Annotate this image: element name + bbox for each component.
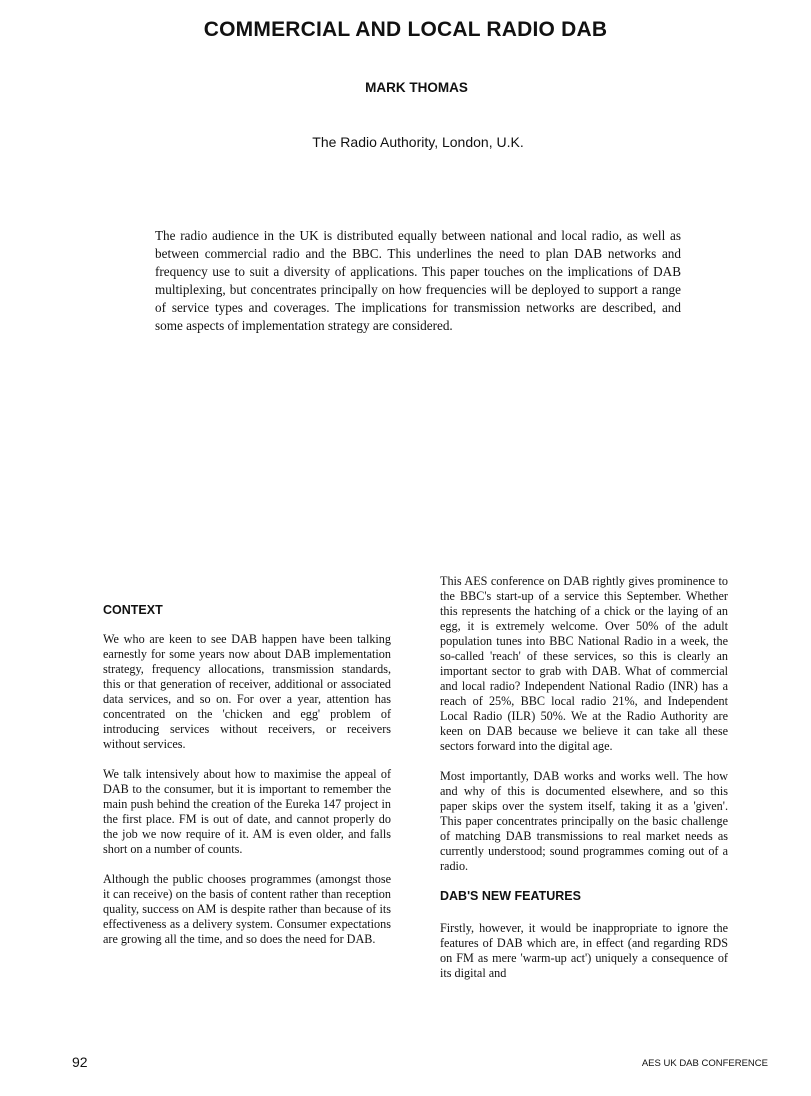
body-paragraph: We talk intensively about how to maximise the appeal of DAB to the consumer, but it is important to remember the main push behind the creation of the Eureka 147 project in the first place. FM is out of date, and cannot properly do the job we now require of it. AM is even older, and falls short on a number of counts. bbox=[103, 767, 391, 856]
body-paragraph: We who are keen to see DAB happen have been talking earnestly for some years now about DAB implementation strategy, frequency allocations, transmission standards, this or that generation of receiver, additional or associated data services, and so on. For over a year, attention has concentrated on the 'chicken and egg' problem of introducing services without receivers, or receivers without services. bbox=[103, 632, 391, 751]
author-affiliation: The Radio Authority, London, U.K. bbox=[312, 134, 524, 150]
paper-title: COMMERCIAL AND LOCAL RADIO DAB bbox=[203, 18, 608, 41]
body-paragraph: Most importantly, DAB works and works well. The how and why of this is documented elsewhere, and so this paper skips over the system itself, taking it as a 'given'. This paper concentrates principally on the basic challenge of matching DAB transmissions to real market needs as currently understood; sound programmes coming out of a radio. bbox=[440, 769, 728, 873]
running-footer: AES UK DAB CONFERENCE bbox=[641, 1058, 768, 1069]
abstract: The radio audience in the UK is distributed equally between national and local radio, as well as between commercial radio and the BBC. This underlines the need to plan DAB networks and frequency use to suit a diversity of applications. This paper touches on the implications of DAB multiplexing, but concentrates principally on how frequencies will be deployed to support a range of service types and coverages. The implications for transmission networks are described, and some aspects of implementation strategy are considered. bbox=[155, 228, 681, 333]
body-paragraph: This AES conference on DAB rightly gives prominence to the BBC's start-up of a service this September. Whether this represents the hatching of a chick or the laying of an egg, it is extremely welcome. Over 50% of the adult population tunes into BBC National Radio in a week, the so-called 'reach' of these services, so this is clearly an important sector to grab with DAB. What of commercial and local radio? Independent National Radio (INR) has a reach of 25%, BBC local radio 21%, and Independent Local Radio (ILR) 50%. We at the Radio Authority are keen on DAB because we believe it can take all these sectors forward into the digital age. bbox=[440, 574, 728, 753]
section-heading-context: CONTEXT bbox=[103, 603, 163, 617]
author-name: MARK THOMAS bbox=[365, 80, 468, 95]
page-number: 92 bbox=[72, 1054, 88, 1070]
body-paragraph: Although the public chooses programmes (amongst those it can receive) on the basis of content rather than reception quality, success on AM is despite rather than because of its effectiveness as a delivery system. Consumer expectations are growing all the time, and so does the need for DAB. bbox=[103, 872, 391, 946]
left-column bbox=[103, 603, 391, 962]
body-paragraph: Firstly, however, it would be inappropriate to ignore the features of DAB which are, in effect (and regarding RDS on FM as mere 'warm-up act') uniquely a consequence of its digital and bbox=[440, 921, 728, 980]
right-column bbox=[440, 574, 728, 996]
section-heading-new-features: DAB'S NEW FEATURES bbox=[440, 889, 581, 903]
